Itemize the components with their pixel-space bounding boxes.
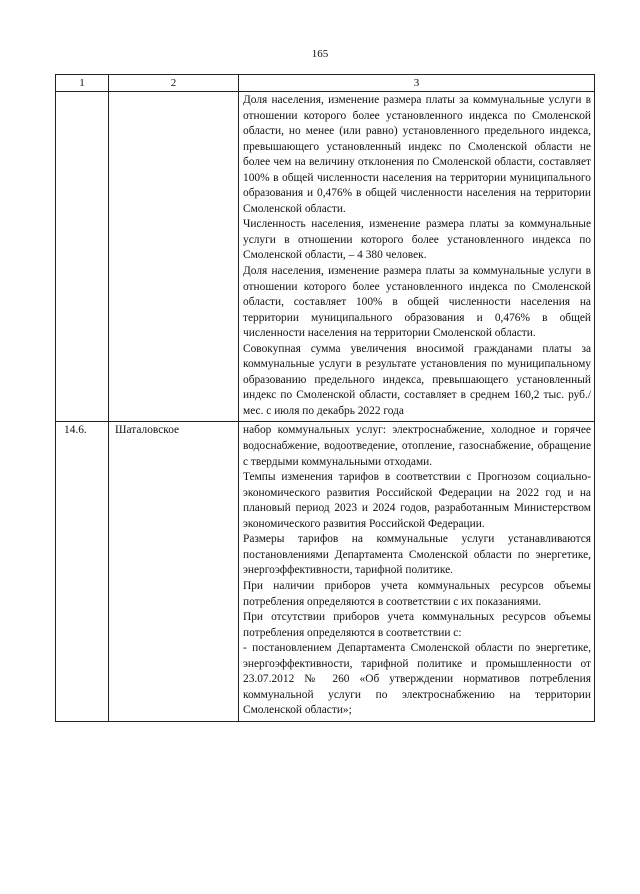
settlement-name-cell (109, 92, 239, 422)
row-number-cell: 14.6. (56, 422, 109, 721)
paragraph: При наличии приборов учета коммунальных ресурсов объемы потребления определяются в соответствии с их показаниями. (243, 579, 591, 608)
settlement-name-cell: Шаталовское (109, 422, 239, 721)
paragraph: Доля населения, изменение размера платы за коммунальные услуги в отношении которого более установленного индекса по Смоленской области, но менее (или равно) установленного предельного индекса, превышающего установленный индекс по Смоленской области не более чем на величину отклонения по Смоленской области, составляет 100% в общей численности населения на территории муниципального образования и 0,476% в общей численности населения на территории Смоленской области. (243, 94, 591, 215)
header-col-1: 1 (56, 75, 109, 92)
paragraph: набор коммунальных услуг: электроснабжение, холодное и горячее водоснабжение, водоотведение, отопление, газоснабжение, обращение с твердыми коммунальными отходами. (243, 424, 591, 468)
row-number-cell (56, 92, 109, 422)
table-row-continued (56, 92, 595, 422)
paragraph: - постановлением Департамента Смоленской области по энергетике, энергоэффективности, тарифной политике и промышленности от 23.07.2012 № 260 «Об утверждении нормативов потребления коммунальной услуги по электроснабжению на территории Смоленской области»; (243, 642, 591, 717)
description-cell (239, 92, 595, 422)
paragraph: Численность населения, изменение размера платы за коммунальные услуги в отношении которого более установленного индекса по Смоленской области, – 4 380 человек. (243, 218, 591, 262)
table-header (56, 75, 595, 92)
paragraph: При отсутствии приборов учета коммунальных ресурсов объемы потребления определяются в соответствии с: (243, 611, 591, 639)
paragraph: Темпы изменения тарифов в соответствии с Прогнозом социально-экономического развития Российской Федерации на 2022 год и на плановый период 2023 и 2024 годов, разработанным Министерством экономического развития Российской Федерации. (243, 471, 591, 530)
paragraph: Доля населения, изменение размера платы за коммунальные услуги в отношении которого более установленного индекса по Смоленской области, составляет 100% в общей численности населения на территории муниципального образования и 0,476% в общей численности населения на территории Смоленской области. (243, 265, 591, 340)
header-col-2: 2 (109, 75, 239, 92)
paragraph: Размеры тарифов на коммунальные услуги устанавливаются постановлениями Департамента Смоленской области по энергетике, энергоэффективности, тарифной политике. (243, 533, 591, 577)
paragraph: Совокупная сумма увеличения вносимой гражданами платы за коммунальные услуги в результате установления по муниципальному образованию предельного индекса, превышающего установленный индекс по Смоленской области, составляет в среднем 160,2 тыс. руб./мес. с июля по декабрь 2022 года (243, 342, 591, 417)
page-number: 165 (311, 48, 329, 60)
header-col-3: 3 (239, 75, 595, 92)
description-cell (239, 422, 595, 721)
tariff-table (55, 74, 595, 722)
table-row-14-6 (56, 422, 595, 721)
